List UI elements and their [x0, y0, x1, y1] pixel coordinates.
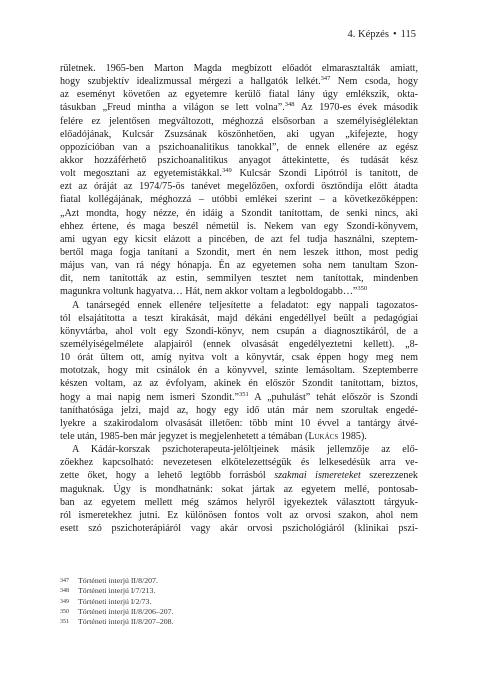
text-segment: taníthatósága jelzi, majd az, hogy egy idő után már nem szorultak engedé- — [60, 404, 418, 416]
text-segment: személyiségelmélete alapjairól (ennek olvasását engedélyeztetni kellett). „8- — [60, 338, 418, 350]
footnotes — [60, 576, 418, 627]
text-line — [60, 522, 418, 535]
text-line — [60, 154, 418, 167]
text-line — [60, 193, 418, 206]
text-line — [60, 272, 418, 285]
text-segment: bertől maga fogja tanítani a Szondit, mert én nem leszek itthon, most pedig — [60, 246, 418, 258]
text-segment: maguknak. Úgy is mondhatnánk: sokat jártak az egyetem mellé, pontosab- — [60, 483, 418, 495]
body-text — [60, 62, 418, 535]
text-segment: az eseményt követően az egyetemre kerülő fiatal lány úgy emlékszik, okta- — [60, 89, 418, 101]
text-segment: zőekhez kapcsolható: nevezetesen elkötelezettségük és lelkesedésük arra ve- — [60, 457, 418, 469]
text-line — [60, 75, 418, 88]
text-line — [60, 246, 418, 259]
text-segment: A Kádár-korszak pszichoterapeuta-jelöltjeinek másik jellemzője az elő- — [72, 444, 418, 456]
text-line — [60, 312, 418, 325]
footnote-ref: 351 — [239, 390, 249, 398]
text-segment: zette őket, hogy a lehető legtöbb forrásból — [60, 470, 275, 482]
text-segment: magunkra voltunk hagyatva… Hát, nem akkor voltam a legboldogabb…” — [60, 286, 358, 298]
text-segment: május van, van rá négy hónapja. Én az egyetemen soha nem tanultam Szon- — [60, 260, 418, 272]
text-segment: ami ugyan egy kicsit elázott a pincében, de azt fel tudja használni, szeptem- — [60, 233, 418, 245]
text-line — [60, 509, 418, 522]
text-segment: lyekre a szakirodalom olvasását illetően: több mint 10 évvel a tantárgy átvé- — [60, 417, 418, 429]
text-segment: felére ez jelentősen megváltozott, méghozzá elsősorban a személyiséglélektan — [60, 115, 418, 127]
text-segment: szerezzenek — [360, 470, 418, 482]
text-line — [60, 456, 418, 469]
text-line — [60, 496, 418, 509]
text-line — [60, 128, 418, 141]
footnote-number: 347 — [60, 578, 69, 584]
text-segment: mototzak, hogy mit csinálok én a könyvvel, szinte lemásoltam. Szeptemberre — [60, 365, 418, 377]
text-segment: hogy a mai napig nem ismeri Szondit.” — [60, 391, 240, 403]
text-segment: tele után, 1985-ben már jegyzet is megjelenhetett a témában ( — [60, 430, 309, 442]
text-line — [60, 338, 418, 351]
text-segment: hogy szubjektív idealizmussal mérgezi a hallgatók lelkét. — [60, 76, 321, 88]
footnote-number: 348 — [60, 588, 69, 595]
text-segment: „Azt mondta, hogy nézze, én idáig a Szondit tanítottam, de senki nincs, aki — [60, 207, 418, 219]
text-line — [60, 259, 418, 272]
text-line — [60, 391, 418, 404]
text-line — [60, 483, 418, 496]
text-segment: tól elsajátította a teszt kirakását, majd dékáni engedéllyel beült a pedagógiai — [60, 312, 418, 324]
text-line — [60, 285, 418, 298]
text-segment: ehhez értene, és maga beszél németül is. Nekem van egy Szondi-könyvem, — [60, 220, 418, 232]
text-segment: Nem csoda, hogy — [330, 76, 418, 88]
footnote-text: Történeti interjú I/7/213. — [78, 586, 156, 596]
text-segment: oppozícióban van a pszichoanalitikus tanokkal”, de ennek ellenére az egész — [60, 141, 418, 153]
text-segment: ban az egyetem mellett még számos helyről igyekeztek választott tárgyuk- — [60, 496, 418, 508]
text-line — [60, 299, 418, 312]
text-line — [60, 469, 418, 482]
footnote — [60, 607, 418, 617]
footnote — [60, 576, 418, 586]
text-line — [60, 351, 418, 364]
footnote-ref: 347 — [320, 75, 331, 83]
text-segment: rületnek. 1965-ben Marton Magda megbízott előadót elmarasztalták amiatt, — [60, 63, 418, 74]
text-segment: dit, nem tanították az estin, semmilyen tesztet nem tanítottak, mindenben — [60, 273, 418, 285]
text-segment: A tanársegéd ennek ellenére teljesítette a feladatot: egy nappali tagozatos- — [72, 299, 418, 311]
text-line — [60, 62, 418, 75]
author-name: Lukács — [308, 430, 339, 442]
text-segment: ezt az óráját az 1974/75-ös tanévet megelőzően, oxfordi ösztöndíja előtt átadta — [60, 181, 418, 193]
footnote-text: Történeti interjú I/2/73. — [78, 596, 152, 606]
text-segment: 10 órát ültem ott, amíg nyitva volt a könyvtár, csak éppen hogy meg nem — [60, 352, 418, 364]
footnote-text: Történeti interjú II/8/206–207. — [78, 606, 174, 616]
footnote-number: 349 — [60, 598, 69, 605]
footnote-number: 351 — [60, 619, 69, 626]
page-number: 115 — [400, 29, 416, 40]
text-line — [60, 220, 418, 233]
text-line — [60, 233, 418, 246]
text-segment: volt megosztani az egyetemistákkal. — [60, 168, 222, 180]
footnote — [60, 586, 418, 596]
text-line — [60, 430, 418, 443]
footnote — [60, 597, 418, 607]
footnote-ref: 348 — [284, 101, 295, 109]
header-separator: • — [392, 29, 397, 40]
footnote-text: Történeti interjú II/8/207. — [78, 576, 158, 585]
text-line — [60, 207, 418, 220]
text-segment: Az 1970-es évek második — [294, 102, 418, 114]
text-segment: könyvtárba, ahol volt egy Szondi-könyv, nem csupán a diagnosztikáról, de a — [60, 325, 418, 337]
text-line — [60, 141, 418, 154]
text-line — [60, 325, 418, 338]
text-segment: előadójának, Kulcsár Zsuzsának köszönhetően, aki ugyan „kifejezte, hogy — [60, 128, 418, 140]
text-segment: akkor hozzáférhető pszichoanalitikus anyagot áttekintette, és tudását kész — [60, 154, 418, 166]
text-segment: ról ismeretekhez jutni. Ez különösen fontos volt az orvosi szakon, ahol nem — [60, 509, 418, 521]
footnote-ref: 350 — [357, 285, 368, 293]
text-line — [60, 417, 418, 430]
text-segment: tásukban „Freud mintha a világon se lett volna”. — [60, 102, 285, 114]
text-line — [60, 88, 418, 101]
text-line — [60, 404, 418, 417]
text-line — [60, 377, 418, 390]
text-segment: esett szó pszichoterápiáról vagy akár orvosi pszichológiáról (klinikai pszi- — [60, 522, 418, 534]
footnote — [60, 617, 418, 627]
text-line — [60, 443, 418, 456]
footnote-text: Történeti interjú II/8/207–208. — [78, 617, 174, 627]
text-line — [60, 364, 418, 377]
text-segment: Kulcsár Szondi Lipótról is tanított, de — [231, 168, 418, 180]
text-line — [60, 101, 418, 114]
text-line — [60, 115, 418, 128]
running-header — [348, 29, 416, 40]
text-segment: fiatal kollégájának, méghozzá – utóbbi emlékei szerint – a következőképpen: — [60, 194, 418, 206]
footnote-ref: 349 — [221, 167, 232, 175]
text-segment: A „puhulást” tehát először is Szondi — [248, 391, 418, 403]
chapter-title: 4. Képzés — [347, 29, 389, 40]
text-line — [60, 167, 418, 180]
italic-text: szakmai ismereteket — [274, 470, 361, 482]
text-segment: készen voltam, az az évfolyam, akinek én először Szondit tanítottam, biztos, — [60, 378, 418, 390]
text-line — [60, 180, 418, 193]
footnote-number: 350 — [60, 608, 69, 615]
text-segment: 1985). — [338, 430, 367, 442]
